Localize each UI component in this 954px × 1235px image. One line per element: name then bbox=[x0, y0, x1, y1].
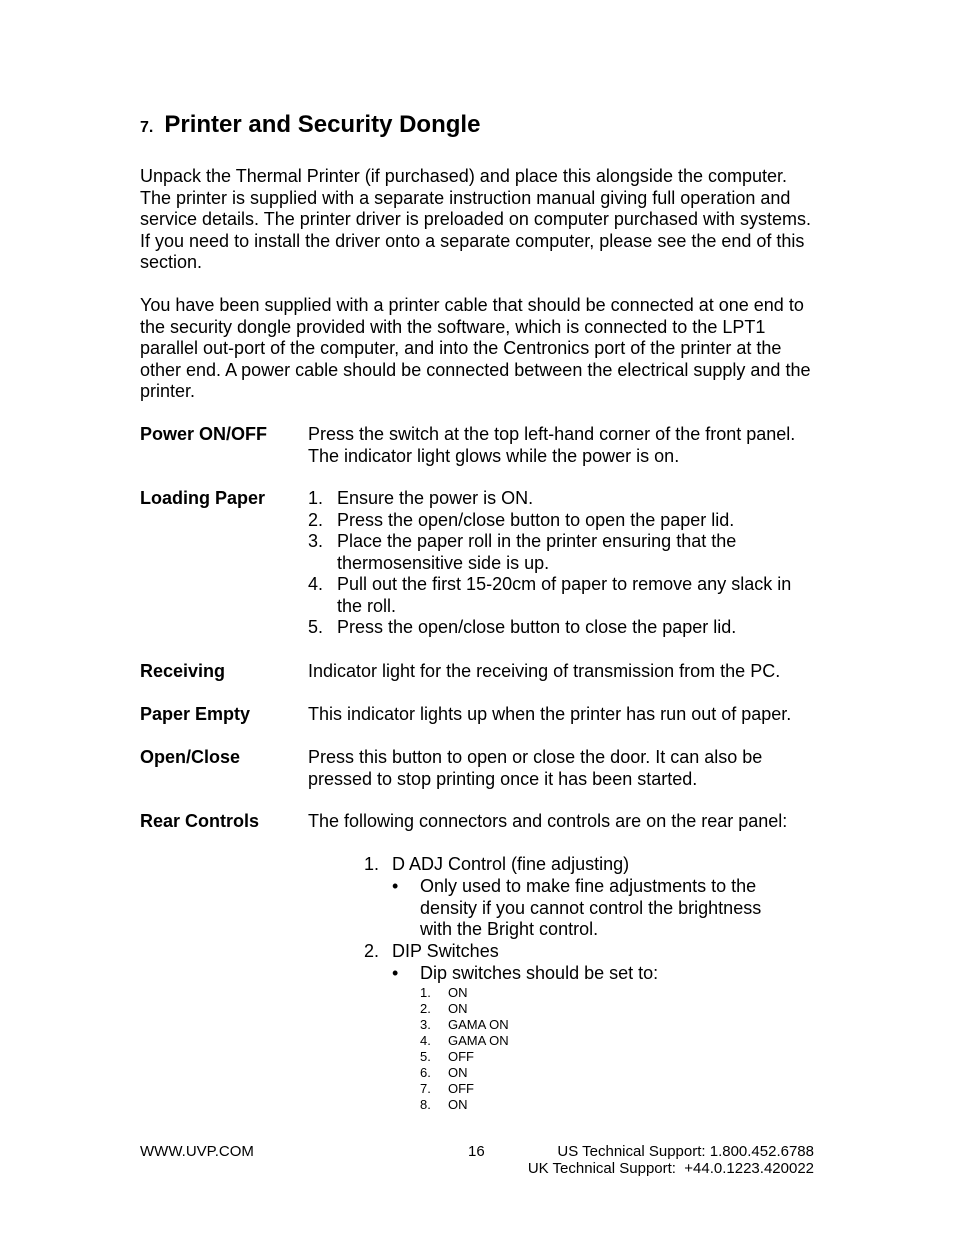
dip-number: 5. bbox=[420, 1049, 431, 1064]
dip-value: OFF bbox=[448, 1049, 474, 1064]
rear-item-dip-bullet bbox=[392, 963, 790, 985]
list-item bbox=[420, 1001, 509, 1017]
receiving-label: Receiving bbox=[140, 661, 226, 681]
dip-value: ON bbox=[448, 1065, 468, 1080]
section-heading bbox=[140, 111, 480, 139]
step-text: Press the open/close button to open the paper lid. bbox=[337, 509, 735, 530]
step-text: Ensure the power is ON. bbox=[337, 488, 534, 508]
list-item bbox=[420, 1033, 509, 1049]
list-item bbox=[308, 617, 820, 639]
list-item bbox=[420, 985, 509, 1001]
paper-empty-label: Paper Empty bbox=[140, 704, 251, 724]
receiving-description: Indicator light for the receiving of transmission from the PC. bbox=[308, 661, 781, 681]
step-text: Press the open/close button to close the paper lid. bbox=[337, 617, 737, 637]
dip-value: GAMA ON bbox=[448, 1017, 509, 1032]
section-number: 7. bbox=[140, 119, 154, 136]
cable-paragraph: You have been supplied with a printer cable that should be connected at one end to the security dongle provided with the software, which is connected to the LPT1 parallel out-port of the computer, and into the Centronics port of the printer at the other end. A power cable should be connected between the electrical supply and the printer. bbox=[140, 295, 811, 401]
power-label: Power ON/OFF bbox=[140, 424, 268, 444]
list-item bbox=[420, 1065, 509, 1081]
rear-controls-description: The following connectors and controls are on the rear panel: bbox=[308, 811, 788, 831]
rear-controls-label: Rear Controls bbox=[140, 811, 260, 831]
paper-empty-description: This indicator lights up when the printer has run out of paper. bbox=[308, 704, 792, 724]
bullet-icon: • bbox=[392, 963, 399, 983]
bullet-text: Only used to make fine adjustments to the density if you cannot control the brightness with the Bright control. bbox=[420, 876, 762, 939]
page-number: 16 bbox=[468, 1143, 485, 1160]
dip-number: 3. bbox=[420, 1017, 431, 1032]
us-support: US Technical Support: 1.800.452.6788 bbox=[557, 1143, 814, 1160]
open-close-label: Open/Close bbox=[140, 747, 241, 767]
dip-value: GAMA ON bbox=[448, 1033, 509, 1048]
uk-support: UK Technical Support: +44.0.1223.420022 bbox=[527, 1160, 814, 1177]
list-item bbox=[420, 1081, 509, 1097]
step-text: Pull out the first 15-20cm of paper to remove any slack in the roll. bbox=[337, 574, 792, 616]
list-item bbox=[420, 1049, 509, 1065]
step-number: 4. bbox=[308, 574, 324, 594]
loading-paper-label: Loading Paper bbox=[140, 488, 266, 508]
dip-value: ON bbox=[448, 1097, 468, 1112]
dip-number: 4. bbox=[420, 1033, 431, 1048]
dip-value: ON bbox=[448, 1001, 468, 1016]
list-item bbox=[308, 510, 820, 532]
step-text: Place the paper roll in the printer ensuring that the thermosensitive side is up. bbox=[337, 531, 737, 573]
open-close-description: Press this button to open or close the door. It can also be pressed to stop printing once it has been started. bbox=[308, 747, 763, 789]
dip-number: 7. bbox=[420, 1081, 431, 1096]
dip-value: ON bbox=[448, 985, 468, 1000]
dip-switch-list bbox=[420, 985, 509, 1113]
footer-website: WWW.UVP.COM bbox=[140, 1143, 254, 1160]
section-title: Printer and Security Dongle bbox=[164, 111, 481, 138]
dip-number: 1. bbox=[420, 985, 431, 1000]
bullet-text: Dip switches should be set to: bbox=[420, 963, 659, 983]
bullet-icon: • bbox=[392, 876, 399, 896]
step-number: 3. bbox=[308, 531, 324, 551]
item-text: D ADJ Control (fine adjusting) bbox=[392, 854, 630, 874]
rear-item-dadj-bullet bbox=[392, 876, 790, 941]
list-item bbox=[308, 531, 820, 574]
rear-item-dadj bbox=[364, 854, 630, 876]
step-number: 1. bbox=[308, 488, 324, 508]
dip-number: 6. bbox=[420, 1065, 431, 1080]
list-item bbox=[420, 1097, 509, 1113]
item-number: 1. bbox=[364, 854, 380, 874]
dip-number: 8. bbox=[420, 1097, 431, 1112]
item-number: 2. bbox=[364, 941, 380, 961]
step-number: 5. bbox=[308, 617, 324, 637]
loading-paper-steps bbox=[308, 488, 820, 639]
item-text: DIP Switches bbox=[392, 941, 499, 961]
dip-number: 2. bbox=[420, 1001, 431, 1016]
power-description: Press the switch at the top left-hand corner of the front panel. The indicator light glows while the power is on. bbox=[308, 424, 796, 466]
list-item bbox=[308, 488, 820, 510]
list-item bbox=[308, 574, 820, 617]
list-item bbox=[420, 1017, 509, 1033]
step-number: 2. bbox=[308, 509, 324, 530]
rear-item-dip bbox=[364, 941, 499, 963]
dip-value: OFF bbox=[448, 1081, 474, 1096]
intro-paragraph: Unpack the Thermal Printer (if purchased) and place this alongside the computer. The printer is supplied with a separate instruction manual giving full operation and service details. The printer driver is preloaded on computer purchased with systems. If you need to install the driver onto a separate computer, please see the end of this section. bbox=[140, 166, 811, 272]
